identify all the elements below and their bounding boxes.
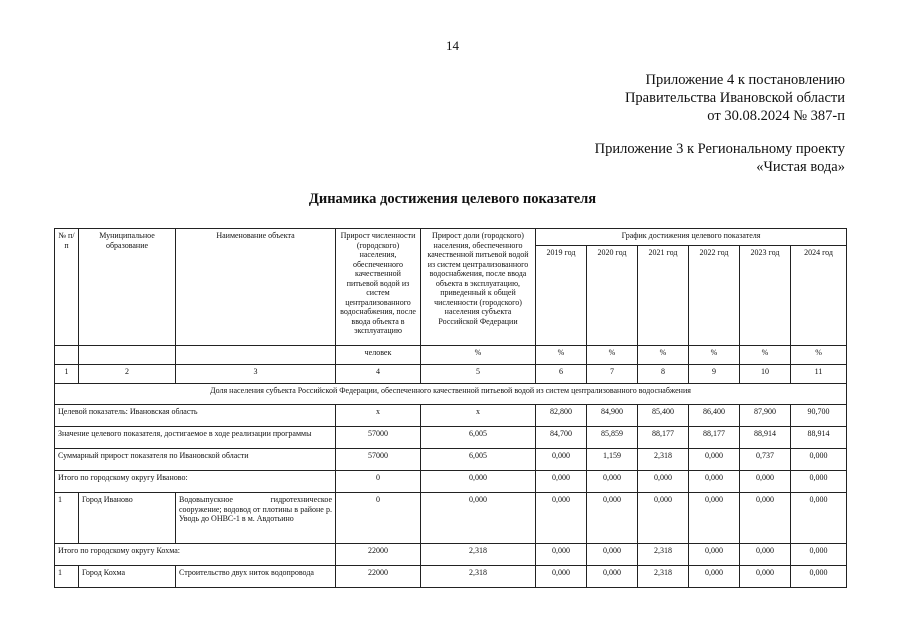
column-number: 4 [336, 365, 421, 384]
appendix-line-2: Правительства Ивановской области [624, 90, 845, 106]
column-number: 8 [638, 365, 689, 384]
object-population: 22000 [336, 566, 421, 588]
table-row [55, 427, 847, 449]
row-year-value: 2,318 [638, 449, 689, 471]
year-header: 2020 год [587, 246, 638, 346]
total-kokhma-row [55, 544, 847, 566]
row-year-value: 88,177 [689, 427, 740, 449]
row-year-value: 0,000 [536, 449, 587, 471]
row-population: 57000 [336, 427, 421, 449]
row-share: 6,005 [421, 427, 536, 449]
unit-population: человек [336, 346, 421, 365]
appendix-line-1: Приложение 4 к постановлению [645, 72, 845, 88]
row-year-value: 0,000 [791, 449, 847, 471]
row-year-value: 0,000 [791, 471, 847, 493]
row-year-value: 0,000 [689, 449, 740, 471]
page-number: 14 [446, 38, 459, 53]
row-year-value: 84,700 [536, 427, 587, 449]
row-year-value: 87,900 [740, 405, 791, 427]
row-share: х [421, 405, 536, 427]
row-label: Целевой показатель: Ивановская область [55, 405, 336, 427]
object-share: 0,000 [421, 493, 536, 544]
col-header-growth-share: Прирост доли (городского) населения, обеспеченного качественной питьевой водой из систем централизованного водоснабжения, после ввода объекта в эксплуатацию, приведенный к общей численности (городского) населения субъекта Российской Федерации [421, 229, 536, 346]
row-label: Итого по городскому округу Иваново: [55, 471, 336, 493]
unit-cell-empty [79, 346, 176, 365]
year-header: 2024 год [791, 246, 847, 346]
column-numbers-row [55, 365, 847, 384]
row-year-value: 0,000 [791, 544, 847, 566]
column-number: 11 [791, 365, 847, 384]
year-header: 2021 год [638, 246, 689, 346]
object-name: Строительство двух ниток водопровода [176, 566, 336, 588]
section-title: Доля населения субъекта Российской Федерации, обеспеченного качественной питьевой водой из систем централизованного водоснабжения [55, 384, 847, 405]
object-municipality: Город Иваново [79, 493, 176, 544]
year-header: 2019 год [536, 246, 587, 346]
column-number: 3 [176, 365, 336, 384]
row-year-value: 88,914 [791, 427, 847, 449]
row-population: 22000 [336, 544, 421, 566]
object-population: 0 [336, 493, 421, 544]
row-year-value: 0,000 [689, 471, 740, 493]
object-year-value: 0,000 [689, 493, 740, 544]
row-share: 2,318 [421, 544, 536, 566]
row-year-value: 0,000 [740, 471, 791, 493]
year-header: 2022 год [689, 246, 740, 346]
object-year-value: 0,000 [689, 566, 740, 588]
column-number: 5 [421, 365, 536, 384]
unit-year: % [536, 346, 587, 365]
table-row [55, 471, 847, 493]
column-number: 9 [689, 365, 740, 384]
unit-year: % [740, 346, 791, 365]
unit-cell-empty [176, 346, 336, 365]
row-population: х [336, 405, 421, 427]
row-year-value: 0,000 [740, 544, 791, 566]
object-year-value: 0,000 [587, 566, 638, 588]
col-header-num: № п/п [55, 229, 79, 346]
column-number: 7 [587, 365, 638, 384]
object-year-value: 0,000 [791, 493, 847, 544]
row-year-value: 88,914 [740, 427, 791, 449]
row-share: 6,005 [421, 449, 536, 471]
section-title-row [55, 384, 847, 405]
unit-share: % [421, 346, 536, 365]
column-number: 1 [55, 365, 79, 384]
table-row [55, 449, 847, 471]
year-header: 2023 год [740, 246, 791, 346]
object-row [55, 493, 847, 544]
object-year-value: 0,000 [740, 493, 791, 544]
header-row [55, 229, 847, 246]
units-row [55, 346, 847, 365]
object-municipality: Город Кохма [79, 566, 176, 588]
row-population: 57000 [336, 449, 421, 471]
object-year-value: 0,000 [587, 493, 638, 544]
row-label: Итого по городскому округу Кохма: [55, 544, 336, 566]
row-year-value: 0,000 [689, 544, 740, 566]
object-year-value: 0,000 [536, 566, 587, 588]
object-num: 1 [55, 493, 79, 544]
unit-year: % [638, 346, 689, 365]
object-year-value: 2,318 [638, 566, 689, 588]
object-share: 2,318 [421, 566, 536, 588]
col-header-municipality: Муниципальное образование [79, 229, 176, 346]
column-number: 6 [536, 365, 587, 384]
row-year-value: 90,700 [791, 405, 847, 427]
row-year-value: 0,000 [536, 544, 587, 566]
row-year-value: 86,400 [689, 405, 740, 427]
row-year-value: 0,000 [587, 471, 638, 493]
object-row [55, 566, 847, 588]
col-header-schedule: График достижения целевого показателя [536, 229, 847, 246]
object-year-value: 0,000 [791, 566, 847, 588]
unit-cell-empty [55, 346, 79, 365]
row-year-value: 1,159 [587, 449, 638, 471]
row-year-value: 0,000 [587, 544, 638, 566]
row-year-value: 85,400 [638, 405, 689, 427]
object-name: Водовыпускное гидротехническое сооружение; водовод от плотины в районе р. Уводь до ОНВС-1 в м. Авдотьино [176, 493, 336, 544]
row-year-value: 0,000 [536, 471, 587, 493]
unit-year: % [791, 346, 847, 365]
object-year-value: 0,000 [638, 493, 689, 544]
table-row [55, 405, 847, 427]
object-year-value: 0,000 [536, 493, 587, 544]
row-year-value: 2,318 [638, 544, 689, 566]
object-num: 1 [55, 566, 79, 588]
column-number: 2 [79, 365, 176, 384]
appendix-line-3: от 30.08.2024 № 387-п [707, 108, 845, 124]
row-population: 0 [336, 471, 421, 493]
row-year-value: 0,737 [740, 449, 791, 471]
row-label: Суммарный прирост показателя по Ивановской области [55, 449, 336, 471]
appendix-line-4: Приложение 3 к Региональному проекту [594, 141, 845, 157]
target-indicator-table [54, 228, 847, 588]
row-year-value: 82,800 [536, 405, 587, 427]
unit-year: % [689, 346, 740, 365]
col-header-object: Наименование объекта [176, 229, 336, 346]
appendix-header [625, 71, 845, 125]
column-number: 10 [740, 365, 791, 384]
row-year-value: 85,859 [587, 427, 638, 449]
object-year-value: 0,000 [740, 566, 791, 588]
row-share: 0,000 [421, 471, 536, 493]
row-year-value: 84,900 [587, 405, 638, 427]
row-year-value: 0,000 [638, 471, 689, 493]
document-title: Динамика достижения целевого показателя [308, 191, 597, 207]
project-appendix-header [595, 140, 845, 176]
col-header-growth-population: Прирост численности (городского) населения, обеспеченного качественной питьевой водой из систем централизованного водоснабжения, после ввода объекта в эксплуатацию [336, 229, 421, 346]
row-year-value: 88,177 [638, 427, 689, 449]
row-label: Значение целевого показателя, достигаемое в ходе реализации программы [55, 427, 336, 449]
appendix-line-5: «Чистая вода» [756, 159, 845, 175]
unit-year: % [587, 346, 638, 365]
